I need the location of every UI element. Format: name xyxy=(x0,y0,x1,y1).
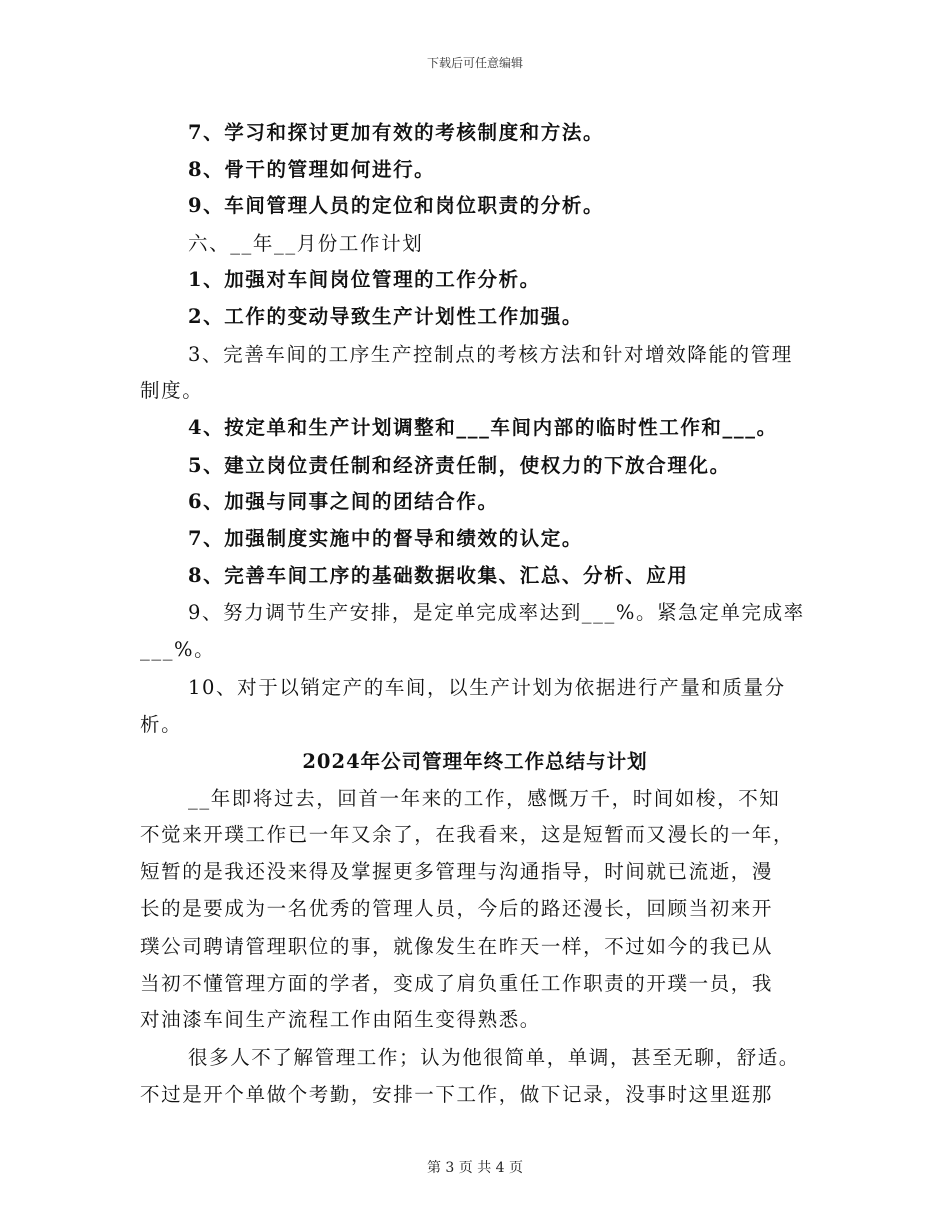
list-item: 3、完善车间的工序生产控制点的考核方法和针对增效降能的管理 xyxy=(188,343,793,366)
list-item: 8、骨干的管理如何进行。 xyxy=(188,158,436,181)
list-item: 8、完善车间工序的基础数据收集、汇总、分析、应用 xyxy=(188,564,689,587)
page-header: 下载后可任意编辑 xyxy=(426,56,523,70)
paragraph-line: 当初不懂管理方面的学者，变成了肩负重任工作职责的开璞一员，我 xyxy=(140,972,774,995)
list-item-continuation: 制度。 xyxy=(140,379,204,402)
paragraph-line: __年即将过去，回首一年来的工作，感慨万千，时间如梭，不知 xyxy=(188,787,781,810)
section-title: 2024年公司管理年终工作总结与计划 xyxy=(302,750,648,773)
page-footer: 第 3 页 共 4 页 xyxy=(426,1160,524,1176)
list-item: 9、车间管理人员的定位和岗位职责的分析。 xyxy=(188,194,605,217)
list-item: 7、加强制度实施中的督导和绩效的认定。 xyxy=(188,527,583,550)
list-item: 6、加强与同事之间的团结合作。 xyxy=(188,490,499,513)
list-item: 5、建立岗位责任制和经济责任制，使权力的下放合理化。 xyxy=(188,454,731,477)
list-item: 4、按定单和生产计划调整和___车间内部的临时性工作和___。 xyxy=(188,416,778,439)
paragraph-line: 很多人不了解管理工作；认为他很简单，单调，甚至无聊，舒适。 xyxy=(188,1046,800,1069)
paragraph-line: 不觉来开璞工作已一年又余了，在我看来，这是短暂而又漫长的一年， xyxy=(140,823,795,846)
paragraph-line: 长的是要成为一名优秀的管理人员，今后的路还漫长，回顾当初来开 xyxy=(140,897,774,920)
section-heading: 六、__年__月份工作计划 xyxy=(188,232,424,255)
list-item: 1、加强对车间岗位管理的工作分析。 xyxy=(188,268,541,291)
list-item: 10、对于以销定产的车间，以生产计划为依据进行产量和质量分 xyxy=(188,676,786,699)
list-item: 2、工作的变动导致生产计划性工作加强。 xyxy=(188,305,583,328)
list-item: 9、努力调节生产安排，是定单完成率达到___%。紧急定单完成率 xyxy=(188,601,805,624)
paragraph-line: 对油漆车间生产流程工作由陌生变得熟悉。 xyxy=(140,1008,541,1031)
list-item: 7、学习和探讨更加有效的考核制度和方法。 xyxy=(188,121,605,144)
list-item-continuation: ___%。 xyxy=(140,638,216,661)
paragraph-line: 短暂的是我还没来得及掌握更多管理与沟通指导，时间就已流逝，漫 xyxy=(140,860,774,883)
list-item-continuation: 析。 xyxy=(140,713,183,736)
paragraph-line: 不过是开个单做个考勤，安排一下工作，做下记录，没事时这里逛那 xyxy=(140,1083,774,1106)
paragraph-line: 璞公司聘请管理职位的事，就像发生在昨天一样，不过如今的我已从 xyxy=(140,935,774,958)
